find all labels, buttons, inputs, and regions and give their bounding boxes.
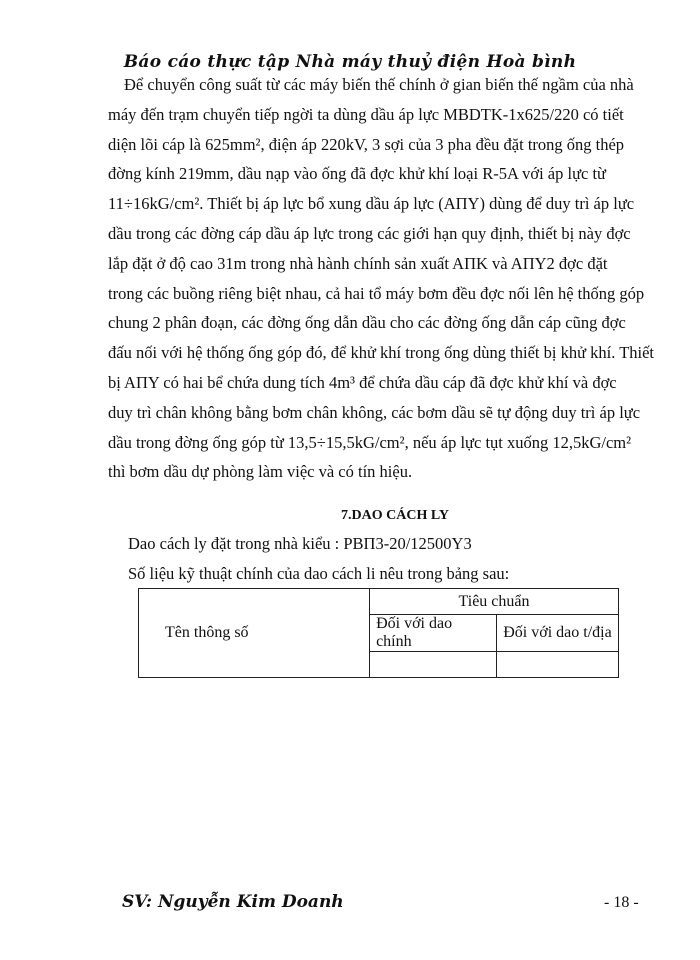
paragraph-line: đấu nối với hệ thống ống góp đó, để khử khí trong ống dùng thiết bị khử khí. Thiết <box>108 343 655 363</box>
paragraph-line: trong các buồng riêng biệt nhau, cả hai tổ máy bơm đều đợc nối lên hệ thống góp <box>108 283 645 303</box>
paragraph-line: 11÷16kG/cm². Thiết bị áp lực bổ xung dầu áp lực (AΠY) dùng để duy trì áp lực <box>108 194 635 214</box>
paragraph-line: Để chuyển công suất từ các máy biến thế chính ở gian biến thế ngầm của nhà <box>124 75 634 94</box>
col-ground-blade: Đối với dao t/địa <box>497 615 619 652</box>
paragraph-line: chung 2 phân đoạn, các đờng ống dẫn dầu cho các đờng ống dẫn cáp cũng đợc <box>108 313 626 333</box>
table-intro: Số liệu kỹ thuật chính của dao cách li nêu trong bảng sau: <box>128 564 510 583</box>
spec-table <box>138 588 619 678</box>
paragraph-line: thì bơm dầu dự phòng làm việc và có tín hiệu. <box>108 462 413 482</box>
page-number: - 18 - <box>604 894 639 911</box>
page-header: Báo cáo thực tập Nhà máy thuỷ điện Hoà bình <box>123 52 577 72</box>
footer-author: SV: Nguyễn Kim Doanh <box>122 892 344 912</box>
paragraph-line: diện lõi cáp là 625mm², điện áp 220kV, 3 sợi của 3 pha đều đặt trong ống thép <box>108 134 625 154</box>
paragraph-line: đờng kính 219mm, dầu nạp vào ống đã đợc khử khí loại R-5A với áp lực từ <box>108 164 606 184</box>
col-main-blade: Đối với dao chính <box>370 615 497 652</box>
table-cell <box>497 652 619 678</box>
table-cell <box>370 652 497 678</box>
paragraph-line: máy đến trạm chuyển tiếp ngời ta dùng dầu áp lực MBDTK-1x625/220 có tiết <box>108 104 624 124</box>
standard-header: Tiêu chuẩn <box>370 589 619 615</box>
paragraph-line: bị AΠY có hai bể chứa dung tích 4m³ để chứa dầu cáp đã đợc khử khí và đợc <box>108 372 617 392</box>
section-title: 7.DAO CÁCH LY <box>341 508 449 523</box>
paragraph-line: lắp đặt ở độ cao 31m trong nhà hành chính sản xuất AΠK và AΠY2 đợc đặt <box>108 253 608 273</box>
param-header: Tên thông số <box>139 589 370 678</box>
paragraph-line: dầu trong đờng ống góp từ 13,5÷15,5kG/cm², nếu áp lực tụt xuống 12,5kG/cm² <box>108 432 632 452</box>
body-paragraph <box>108 70 655 487</box>
install-type-line: Dao cách ly đặt trong nhà kiểu : PBΠ3-20/12500Y3 <box>128 534 472 553</box>
paragraph-line: dầu trong các đờng cáp dầu áp lực trong các giới hạn quy định, thiết bị này đợc <box>108 223 631 243</box>
paragraph-line: duy trì chân không bằng bơm chân không, các bơm dầu sẽ tự động duy trì áp lực <box>108 402 641 422</box>
